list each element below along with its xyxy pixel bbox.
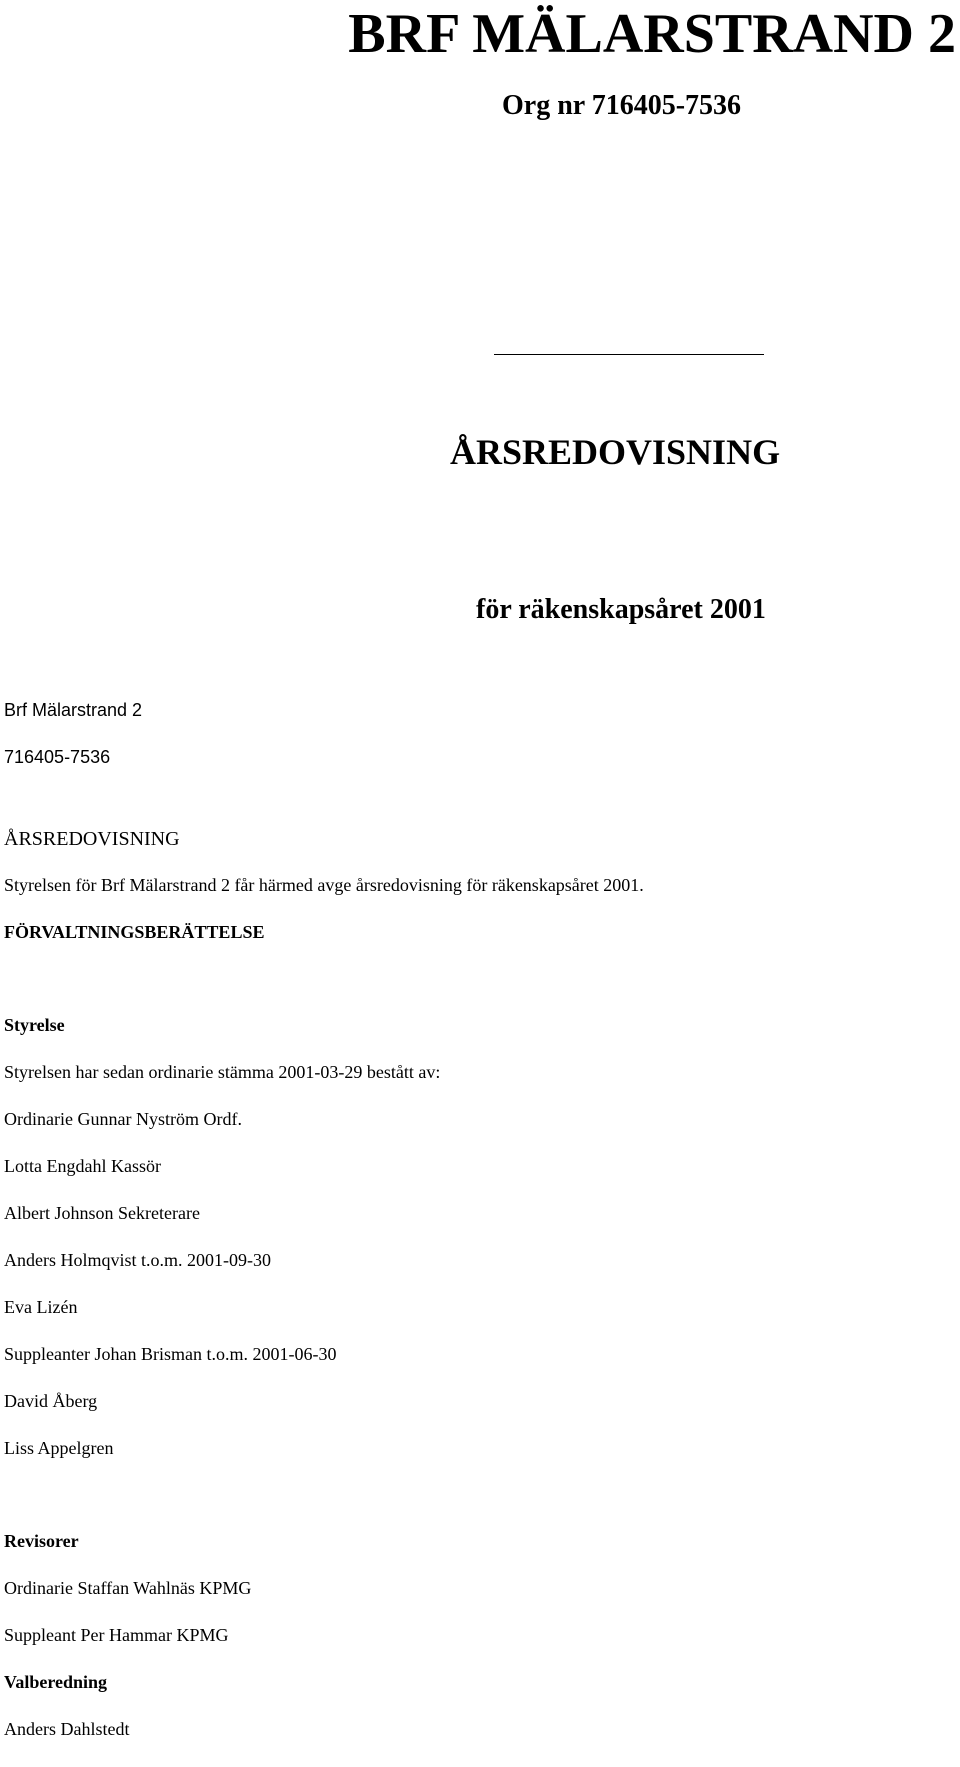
org-number-heading: Org nr 716405-7536 bbox=[502, 90, 742, 121]
association-name: Brf Mälarstrand 2 bbox=[4, 700, 143, 720]
nomination-member: Anders Dahlstedt bbox=[4, 1719, 130, 1739]
board-member: Suppleanter Johan Brisman t.o.m. 2001-06-30 bbox=[4, 1344, 337, 1364]
board-member: Albert Johnson Sekreterare bbox=[4, 1203, 200, 1223]
board-member: Eva Lizén bbox=[4, 1297, 78, 1317]
board-member: Lotta Engdahl Kassör bbox=[4, 1156, 161, 1176]
board-member: Liss Appelgren bbox=[4, 1438, 114, 1458]
document-title: BRF MÄLARSTRAND 2 bbox=[348, 3, 956, 65]
fiscal-year-heading: för räkenskapsåret 2001 bbox=[476, 594, 766, 625]
board-heading: Styrelse bbox=[4, 1015, 65, 1035]
auditors-heading: Revisorer bbox=[4, 1531, 79, 1551]
report-heading: ÅRSREDOVISNING bbox=[4, 828, 180, 850]
report-title: ÅRSREDOVISNING bbox=[450, 432, 781, 472]
report-intro: Styrelsen för Brf Mälarstrand 2 får härmed avge årsredovisning för räkenskapsåret 2001. bbox=[4, 875, 644, 895]
divider-line bbox=[494, 354, 764, 355]
association-org-number: 716405-7536 bbox=[4, 747, 111, 767]
board-intro: Styrelsen har sedan ordinarie stämma 2001-03-29 bestått av: bbox=[4, 1062, 441, 1082]
auditor-member: Ordinarie Staffan Wahlnäs KPMG bbox=[4, 1578, 252, 1598]
auditor-member: Suppleant Per Hammar KPMG bbox=[4, 1625, 229, 1645]
board-member: David Åberg bbox=[4, 1391, 98, 1411]
board-member: Anders Holmqvist t.o.m. 2001-09-30 bbox=[4, 1250, 271, 1270]
board-member: Ordinarie Gunnar Nyström Ordf. bbox=[4, 1109, 242, 1129]
nomination-committee-heading: Valberedning bbox=[4, 1672, 108, 1692]
management-report-heading: FÖRVALTNINGSBERÄTTELSE bbox=[4, 922, 265, 942]
